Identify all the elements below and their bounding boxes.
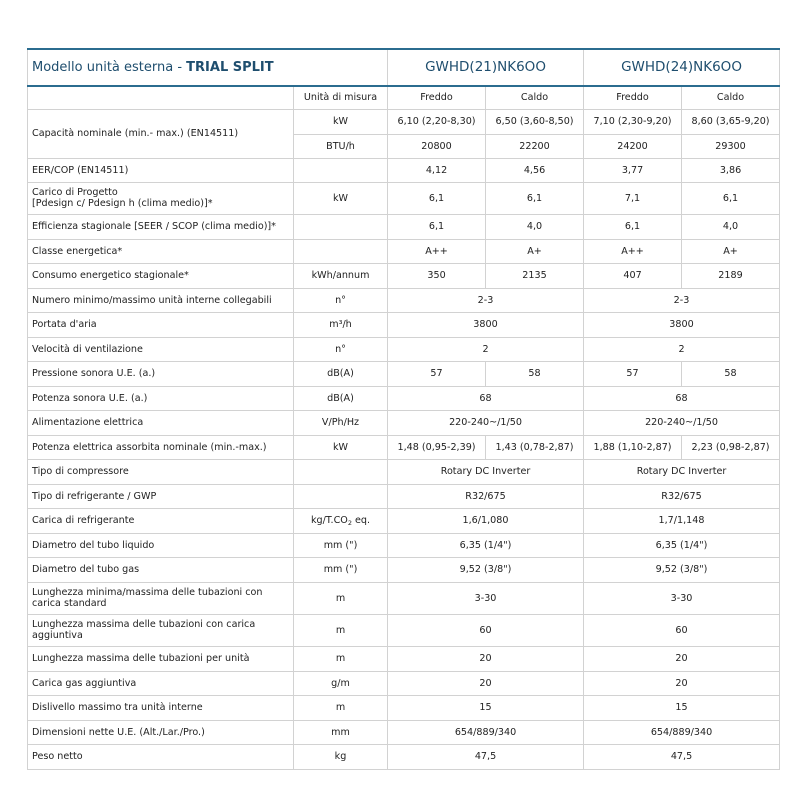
- row-label: Peso netto: [28, 744, 294, 769]
- value-cell: 1,48 (0,95-2,39): [388, 435, 486, 459]
- table-row: [28, 214, 780, 239]
- blank-cell: [28, 86, 294, 109]
- value-cell: 58: [682, 361, 780, 386]
- value-cell: 6,1: [388, 214, 486, 239]
- value-cell: 220-240~/1/50: [388, 410, 584, 435]
- unit-cell: BTU/h: [294, 134, 388, 158]
- value-cell: 20: [388, 646, 584, 671]
- value-cell: 6,10 (2,20-8,30): [388, 109, 486, 134]
- value-cell: 6,35 (1/4"): [388, 533, 584, 557]
- spec-table-container: [27, 48, 779, 770]
- table-row: [28, 533, 780, 557]
- value-cell: 57: [388, 361, 486, 386]
- table-row: [28, 484, 780, 508]
- table-row: [28, 435, 780, 459]
- table-row: [28, 582, 780, 614]
- value-cell: 60: [584, 614, 780, 646]
- value-cell: R32/675: [584, 484, 780, 508]
- value-cell: 47,5: [584, 744, 780, 769]
- value-cell: 350: [388, 263, 486, 288]
- value-cell: 15: [584, 695, 780, 720]
- unit-header: Unità di misura: [294, 86, 388, 109]
- unit-cell: mm ("): [294, 557, 388, 582]
- value-cell: 1,6/1,080: [388, 508, 584, 533]
- value-cell: 2-3: [584, 288, 780, 312]
- row-label: Tipo di compressore: [28, 459, 294, 484]
- value-cell: 6,1: [388, 182, 486, 214]
- row-label: Carico di Progetto [Pdesign c/ Pdesign h (clima medio)]*: [28, 182, 294, 214]
- row-label: Velocità di ventilazione: [28, 337, 294, 361]
- unit-cell: [294, 484, 388, 508]
- value-cell: 20: [388, 671, 584, 695]
- value-cell: Rotary DC Inverter: [388, 459, 584, 484]
- unit-cell: m: [294, 646, 388, 671]
- table-row: [28, 557, 780, 582]
- value-cell: 58: [486, 361, 584, 386]
- row-label: Tipo di refrigerante / GWP: [28, 484, 294, 508]
- row-label: Dimensioni nette U.E. (Alt./Lar./Pro.): [28, 720, 294, 744]
- value-cell: 3800: [388, 312, 584, 337]
- value-cell: 4,0: [486, 214, 584, 239]
- table-row: [28, 239, 780, 263]
- value-cell: A++: [388, 239, 486, 263]
- row-label: Carica gas aggiuntiva: [28, 671, 294, 695]
- value-cell: 9,52 (3/8"): [388, 557, 584, 582]
- mode-header: Freddo: [584, 86, 682, 109]
- table-title: Modello unità esterna - TRIAL SPLIT: [28, 49, 388, 86]
- value-cell: 20800: [388, 134, 486, 158]
- value-cell: R32/675: [388, 484, 584, 508]
- row-label: EER/COP (EN14511): [28, 158, 294, 182]
- value-cell: 654/889/340: [584, 720, 780, 744]
- value-cell: 6,1: [682, 182, 780, 214]
- table-row: [28, 720, 780, 744]
- unit-cell: kg: [294, 744, 388, 769]
- unit-cell: [294, 158, 388, 182]
- table-row: [28, 337, 780, 361]
- table-row: [28, 386, 780, 410]
- value-cell: 1,7/1,148: [584, 508, 780, 533]
- value-cell: 4,0: [682, 214, 780, 239]
- row-label: Pressione sonora U.E. (a.): [28, 361, 294, 386]
- table-row: [28, 671, 780, 695]
- table-row: [28, 459, 780, 484]
- unit-cell: m³/h: [294, 312, 388, 337]
- row-label: Lunghezza massima delle tubazioni per unità: [28, 646, 294, 671]
- value-cell: A++: [584, 239, 682, 263]
- value-cell: 6,1: [486, 182, 584, 214]
- row-label: Portata d'aria: [28, 312, 294, 337]
- value-cell: 4,12: [388, 158, 486, 182]
- table-row: [28, 288, 780, 312]
- value-cell: 220-240~/1/50: [584, 410, 780, 435]
- unit-cell: kWh/annum: [294, 263, 388, 288]
- table-row: [28, 646, 780, 671]
- model-2-header: GWHD(24)NK6OO: [584, 49, 780, 86]
- value-cell: 407: [584, 263, 682, 288]
- value-cell: 57: [584, 361, 682, 386]
- row-label: Consumo energetico stagionale*: [28, 263, 294, 288]
- unit-cell: m: [294, 695, 388, 720]
- value-cell: 3-30: [584, 582, 780, 614]
- unit-cell: n°: [294, 337, 388, 361]
- table-row: [28, 182, 780, 214]
- value-cell: 2189: [682, 263, 780, 288]
- row-label: Diametro del tubo liquido: [28, 533, 294, 557]
- model-1-header: GWHD(21)NK6OO: [388, 49, 584, 86]
- table-row: [28, 614, 780, 646]
- value-cell: 3,77: [584, 158, 682, 182]
- row-label: Lunghezza minima/massima delle tubazioni con carica standard: [28, 582, 294, 614]
- value-cell: A+: [682, 239, 780, 263]
- row-label: Classe energetica*: [28, 239, 294, 263]
- row-label: Efficienza stagionale [SEER / SCOP (clima medio)]*: [28, 214, 294, 239]
- value-cell: 7,1: [584, 182, 682, 214]
- table-row: [28, 744, 780, 769]
- row-label: Potenza elettrica assorbita nominale (min.-max.): [28, 435, 294, 459]
- mode-header: Caldo: [486, 86, 584, 109]
- table-row: [28, 109, 780, 134]
- value-cell: 6,35 (1/4"): [584, 533, 780, 557]
- value-cell: 6,1: [584, 214, 682, 239]
- unit-cell: m: [294, 582, 388, 614]
- value-cell: 3,86: [682, 158, 780, 182]
- value-cell: A+: [486, 239, 584, 263]
- table-row: [28, 361, 780, 386]
- value-cell: 60: [388, 614, 584, 646]
- unit-cell: kW: [294, 109, 388, 134]
- table-row: [28, 263, 780, 288]
- unit-cell: $kg/T.CO_2$ eq.: [294, 508, 388, 533]
- table-row: [28, 410, 780, 435]
- value-cell: 2-3: [388, 288, 584, 312]
- unit-cell: n°: [294, 288, 388, 312]
- value-cell: 2,23 (0,98-2,87): [682, 435, 780, 459]
- value-cell: 47,5: [388, 744, 584, 769]
- row-label: Numero minimo/massimo unità interne collegabili: [28, 288, 294, 312]
- unit-cell: [294, 239, 388, 263]
- row-label: Dislivello massimo tra unità interne: [28, 695, 294, 720]
- unit-cell: kW: [294, 435, 388, 459]
- table-row: [28, 86, 780, 109]
- value-cell: 6,50 (3,60-8,50): [486, 109, 584, 134]
- row-label: Alimentazione elettrica: [28, 410, 294, 435]
- table-row: [28, 508, 780, 533]
- unit-cell: [294, 459, 388, 484]
- mode-header: Freddo: [388, 86, 486, 109]
- value-cell: 68: [388, 386, 584, 410]
- value-cell: 1,43 (0,78-2,87): [486, 435, 584, 459]
- unit-cell: mm: [294, 720, 388, 744]
- row-label: Potenza sonora U.E. (a.): [28, 386, 294, 410]
- value-cell: 22200: [486, 134, 584, 158]
- mode-header: Caldo: [682, 86, 780, 109]
- value-cell: 654/889/340: [388, 720, 584, 744]
- row-label: Diametro del tubo gas: [28, 557, 294, 582]
- value-cell: 4,56: [486, 158, 584, 182]
- unit-cell: mm ("): [294, 533, 388, 557]
- value-cell: 2135: [486, 263, 584, 288]
- unit-cell: kW: [294, 182, 388, 214]
- unit-cell: [294, 214, 388, 239]
- table-row: [28, 312, 780, 337]
- value-cell: 20: [584, 671, 780, 695]
- table-row: [28, 695, 780, 720]
- value-cell: 24200: [584, 134, 682, 158]
- unit-cell: g/m: [294, 671, 388, 695]
- unit-cell: dB(A): [294, 386, 388, 410]
- row-label: Lunghezza massima delle tubazioni con carica aggiuntiva: [28, 614, 294, 646]
- value-cell: 20: [584, 646, 780, 671]
- row-label: Carica di refrigerante: [28, 508, 294, 533]
- value-cell: Rotary DC Inverter: [584, 459, 780, 484]
- value-cell: 15: [388, 695, 584, 720]
- unit-cell: V/Ph/Hz: [294, 410, 388, 435]
- table-row: [28, 158, 780, 182]
- value-cell: 8,60 (3,65-9,20): [682, 109, 780, 134]
- unit-cell: m: [294, 614, 388, 646]
- value-cell: 2: [388, 337, 584, 361]
- value-cell: 3-30: [388, 582, 584, 614]
- spec-table: [27, 48, 780, 770]
- value-cell: 68: [584, 386, 780, 410]
- value-cell: 7,10 (2,30-9,20): [584, 109, 682, 134]
- row-label: Capacità nominale (min.- max.) (EN14511): [28, 109, 294, 158]
- unit-cell: dB(A): [294, 361, 388, 386]
- value-cell: 2: [584, 337, 780, 361]
- value-cell: 29300: [682, 134, 780, 158]
- value-cell: 3800: [584, 312, 780, 337]
- table-title-row: [28, 49, 780, 86]
- value-cell: 1,88 (1,10-2,87): [584, 435, 682, 459]
- value-cell: 9,52 (3/8"): [584, 557, 780, 582]
